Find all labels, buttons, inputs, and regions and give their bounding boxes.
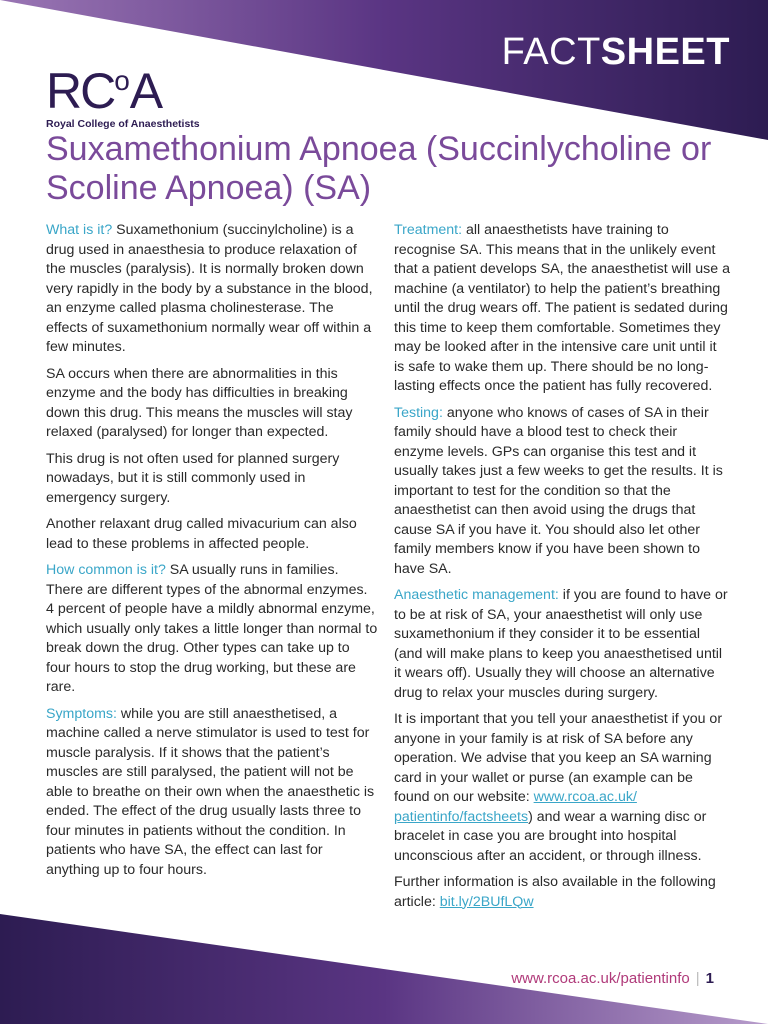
- logo-sup: o: [114, 65, 130, 96]
- text-how-common: SA usually runs in families. There are different types of the abnormal enzymes. 4 percent of people have a mildly abnormal enzyme, which usually only takes a little longer than normal to break down the drug. Other types can take up to four hours to stop the drug working, but these are rare.: [46, 562, 378, 695]
- lead-anaesthetic-management: Anaesthetic management:: [394, 587, 559, 603]
- paragraph-anaesthetic-management: [394, 586, 730, 703]
- paragraph-important: [394, 710, 730, 866]
- paragraph-not-often-used: This drug is not often used for planned surgery nowadays, but it is still commonly used in emergency surgery.: [46, 450, 340, 506]
- paragraph-symptoms: [46, 705, 378, 881]
- footer: [511, 970, 714, 987]
- fact-text: FACT: [501, 31, 601, 73]
- text-symptoms: while you are still anaesthetised, a machine called a nerve stimulator is used to test for muscle paralysis. If it shows that the patient’s muscles are still paralysed, the patient will not be able to breathe on their own when the anaesthetic is ended. The effect of the drug usually lasts three to four minutes in patients without the condition. In patients who have SA, the effect can last for anything up to four hours.: [46, 705, 375, 878]
- paragraph-how-common: [46, 561, 378, 698]
- logo-subtitle: Royal College of Anaesthetists: [46, 118, 200, 130]
- bottom-banner: [0, 914, 768, 1024]
- lead-what-is-it: What is it?: [46, 222, 113, 238]
- text-testing: anyone who knows of cases of SA in their family should have a blood test to check their enzyme levels. GPs can organise this test and it usually takes just a few weeks to get the results. It is important to test for the condition so that the anaesthetist can then avoid using the drugs that cause SA if you have it. You should also let other family members know if you have been shown to have SA.: [394, 404, 723, 577]
- paragraph-sa-occurs: SA occurs when there are abnormalities in this enzyme and the body has difficulties in breaking down this drug. This means the muscles will stay relaxed (paralysed) for longer than expected.: [46, 365, 353, 440]
- footer-url[interactable]: www.rcoa.ac.uk/patientinfo: [511, 970, 690, 987]
- text-further-info: Further information is also available in the following article:: [394, 874, 716, 910]
- factsheet-label: [502, 28, 730, 76]
- factsheets-link[interactable]: www.rcoa.ac.uk/ patientinfo/factsheets: [394, 789, 637, 825]
- text-treatment: all anaesthetists have training to recognise SA. This means that in the unlikely event that a patient develops SA, the anaesthetist will use a machine (a ventilator) to help the patient’s breathing until the drug wears off. The patient is sedated during this time to keep them comfortable. Sometimes they may be looked after in the intensive care unit until it is safe to wake them up. There should be no long-lasting effects once the patient has fully recovered.: [394, 222, 730, 394]
- sheet-text: SHEET: [600, 31, 730, 73]
- footer-separator: |: [695, 970, 700, 987]
- text-important-b: ) and wear a warning disc or bracelet in case you are brought into hospital unconscious after an accident, or through illness.: [394, 808, 707, 864]
- text-what-is-it: Suxamethonium (succinylcholine) is a drug used in anaesthesia to produce relaxation of the muscles (paralysis). It is normally broken down very rapidly in the body by a substance in the blood, an enzyme called plasma cholinesterase. The effects of suxamethonium normally wear off within a few minutes.: [46, 222, 373, 355]
- lead-how-common: How common is it?: [46, 562, 166, 578]
- article-link[interactable]: bit.ly/2BUfLQw: [439, 893, 534, 910]
- rcoa-logo: [46, 56, 200, 130]
- right-column: [394, 221, 730, 919]
- paragraph-testing: [394, 404, 730, 580]
- logo-mark: [46, 56, 200, 119]
- page-number: 1: [705, 970, 714, 987]
- paragraph-what-is-it: [46, 221, 378, 358]
- paragraph-further-info: [394, 873, 730, 912]
- logo-tail: A: [129, 63, 162, 119]
- lead-testing: Testing:: [394, 404, 443, 421]
- text-anaesthetic-management: if you are found to have or to be at risk of SA, your anaesthetist will only use suxamethonium if they consider it to be essential (and will make plans to keep you anaesthetised until it wears off). Usually they will choose an alternative drug to relax your muscles during surgery.: [394, 587, 728, 701]
- paragraph-mivacurium: Another relaxant drug called mivacurium can also lead to these problems in affected people.: [46, 516, 357, 552]
- paragraph-treatment: [394, 221, 730, 397]
- page-title: Suxamethonium Apnoea (Succinlycholine or Scoline Apnoea) (SA): [46, 130, 712, 207]
- text-important-a: It is important that you tell your anaesthetist if you or anyone in your family is at risk of SA before any operation. We advise that you keep an SA warning card in your wallet or purse (an example can be found on our website:: [394, 711, 723, 805]
- logo-letters: RC: [46, 63, 115, 119]
- lead-symptoms: Symptoms:: [46, 705, 117, 722]
- lead-treatment: Treatment:: [394, 222, 463, 238]
- left-column: [46, 221, 378, 887]
